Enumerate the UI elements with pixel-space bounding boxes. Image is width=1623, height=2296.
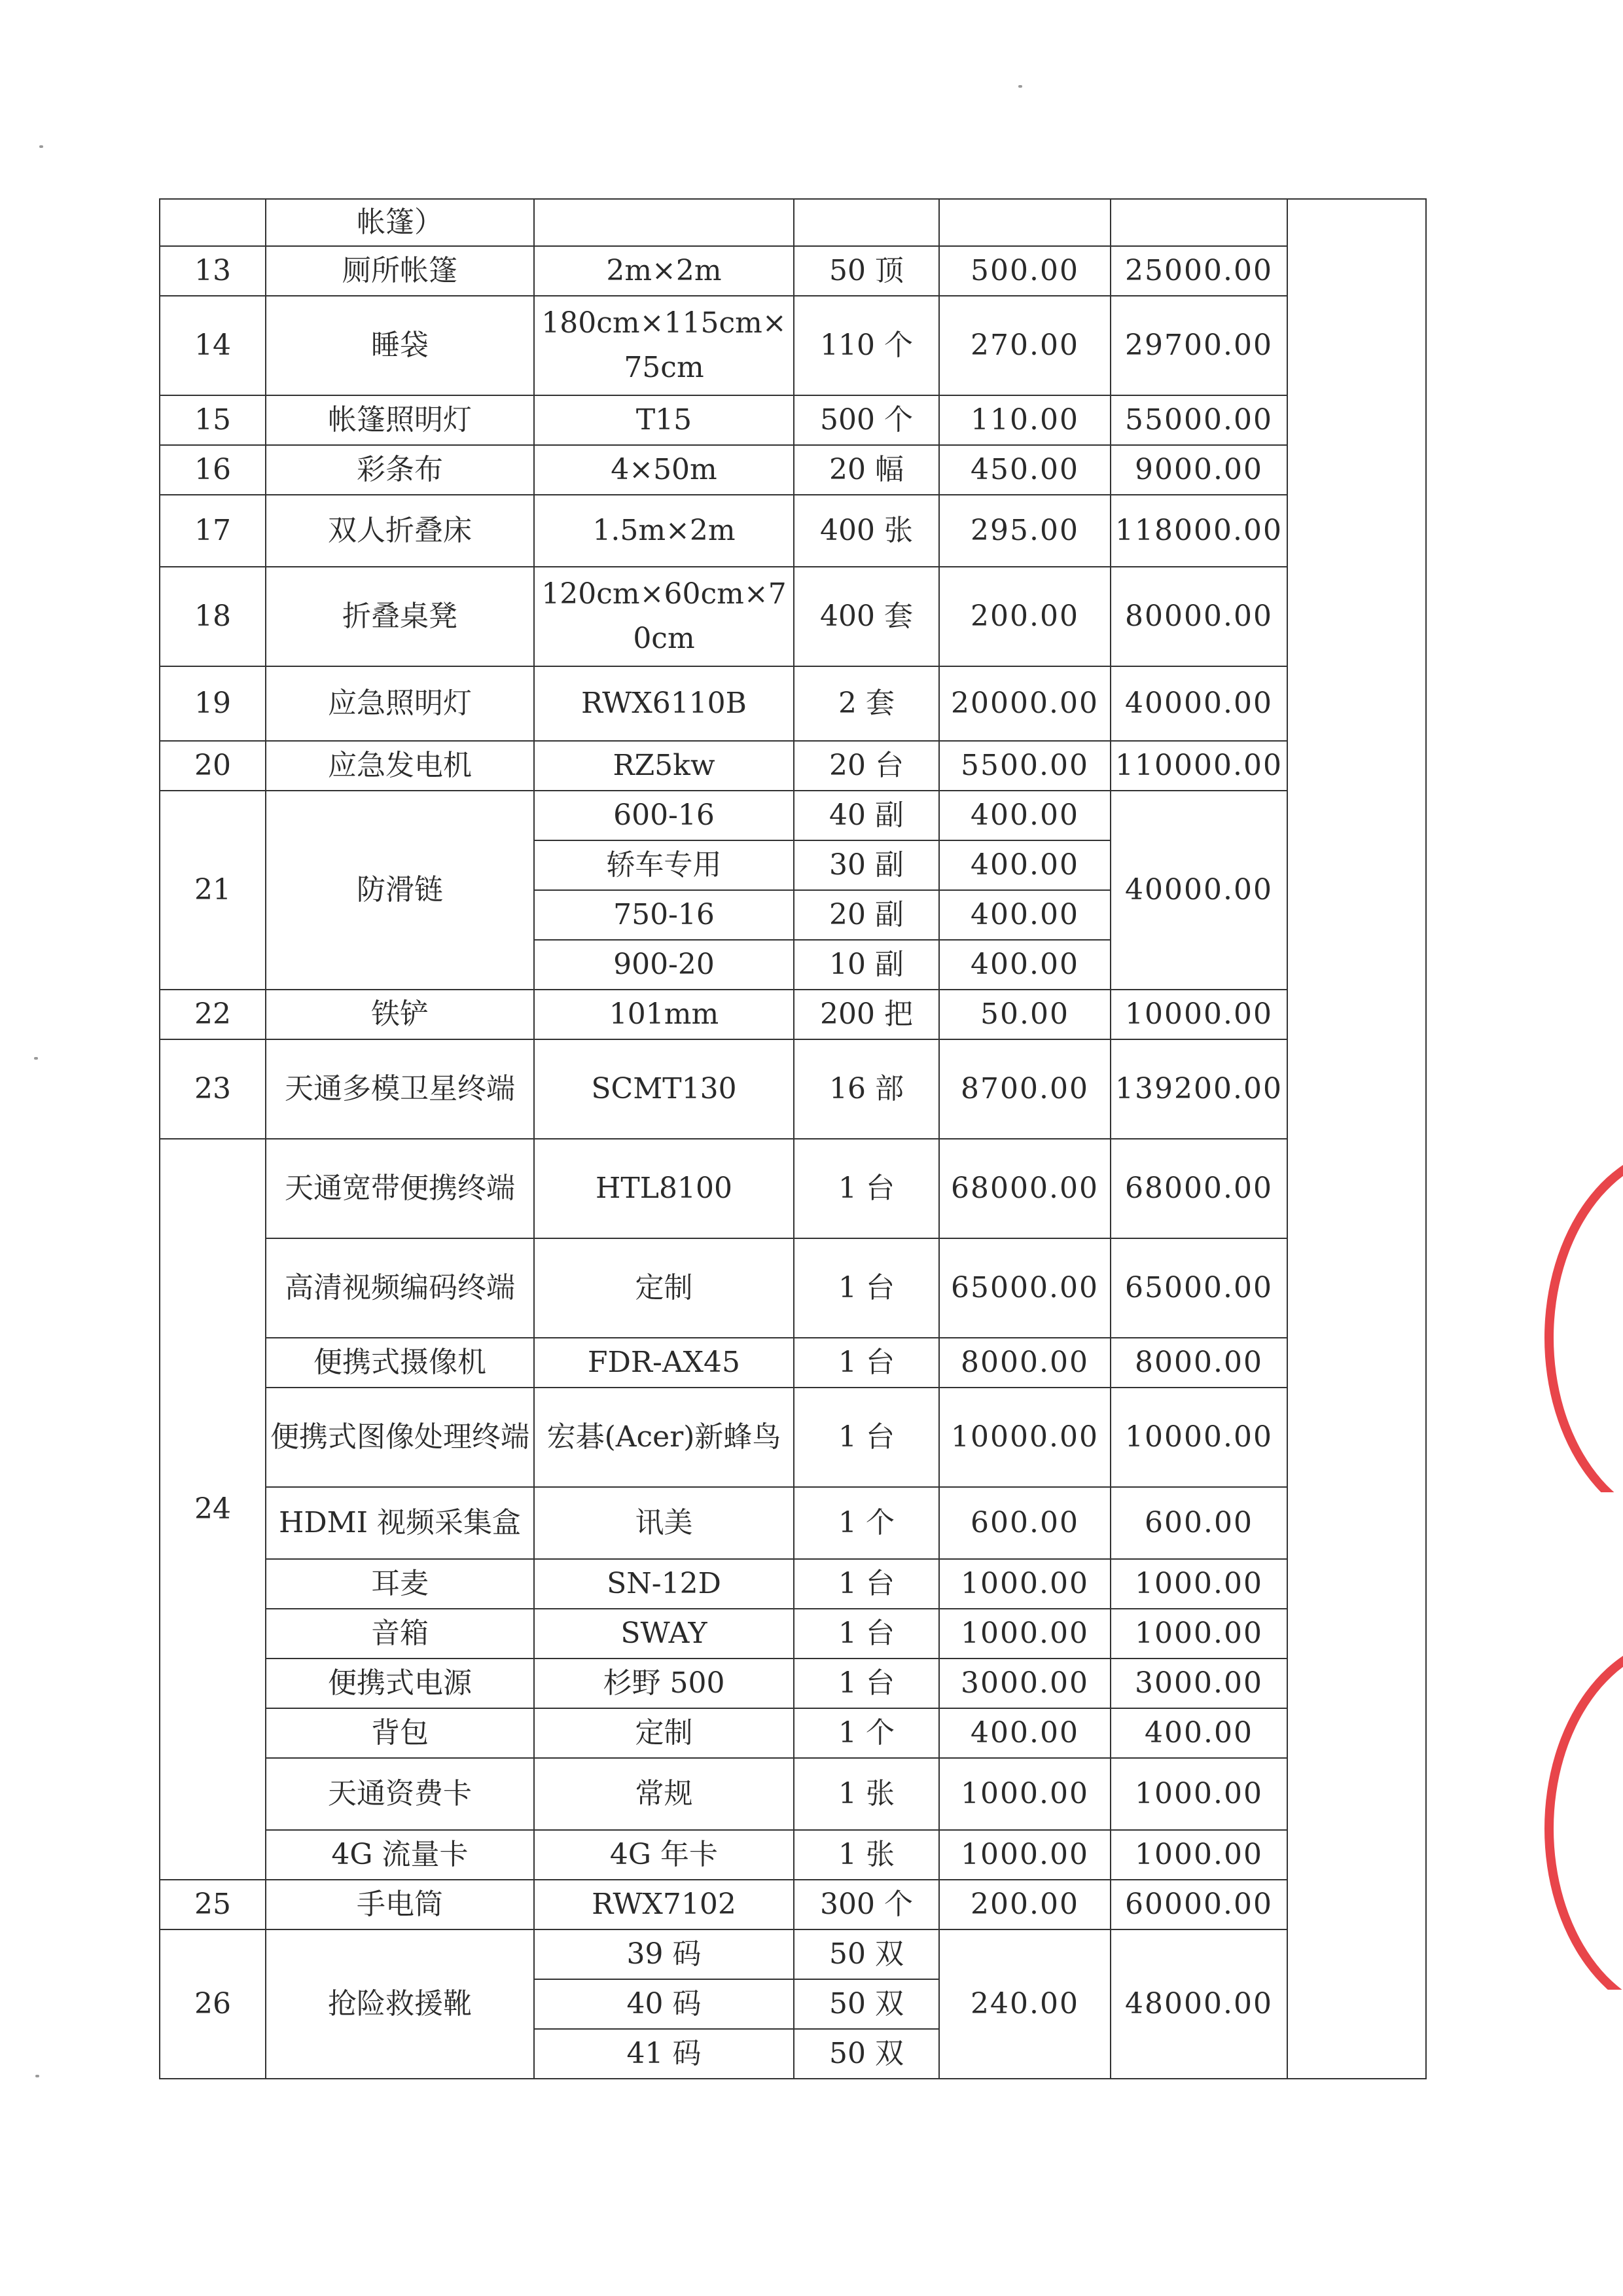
table-row bbox=[160, 1659, 1426, 1708]
item-total: 9000.00 bbox=[1111, 445, 1287, 495]
item-number: 14 bbox=[160, 296, 266, 395]
item-name: 高清视频编码终端 bbox=[266, 1238, 534, 1338]
item-name: 便携式摄像机 bbox=[266, 1338, 534, 1388]
item-number: 25 bbox=[160, 1880, 266, 1929]
item-spec: SCMT130 bbox=[534, 1039, 794, 1139]
item-spec: 2m×2m bbox=[534, 246, 794, 296]
scan-speck bbox=[34, 1057, 38, 1060]
item-name: 折叠桌凳 bbox=[266, 567, 534, 666]
item-name: 手电筒 bbox=[266, 1880, 534, 1929]
item-name: 音箱 bbox=[266, 1609, 534, 1659]
procurement-table bbox=[159, 198, 1427, 2079]
item-unit-price: 400.00 bbox=[939, 940, 1111, 990]
item-quantity: 1 台 bbox=[794, 1388, 939, 1487]
table-row bbox=[160, 567, 1426, 666]
item-unit-price: 1000.00 bbox=[939, 1758, 1111, 1830]
item-total: 40000.00 bbox=[1111, 666, 1287, 741]
item-number: 21 bbox=[160, 791, 266, 990]
table-row bbox=[160, 1139, 1426, 1238]
item-total: 48000.00 bbox=[1111, 1929, 1287, 2079]
item-spec: 900-20 bbox=[534, 940, 794, 990]
item-spec: 定制 bbox=[534, 1238, 794, 1338]
item-name: 耳麦 bbox=[266, 1559, 534, 1609]
item-spec: 常规 bbox=[534, 1758, 794, 1830]
item-name: HDMI 视频采集盒 bbox=[266, 1487, 534, 1559]
item-number: 16 bbox=[160, 445, 266, 495]
item-name: 防滑链 bbox=[266, 791, 534, 990]
item-spec: FDR-AX45 bbox=[534, 1338, 794, 1388]
item-number: 23 bbox=[160, 1039, 266, 1139]
item-unit-price: 295.00 bbox=[939, 495, 1111, 567]
item-quantity: 1 台 bbox=[794, 1659, 939, 1708]
item-spec: 101mm bbox=[534, 990, 794, 1039]
item-spec: 120cm×60cm×70cm bbox=[534, 567, 794, 666]
item-quantity: 16 部 bbox=[794, 1039, 939, 1139]
item-quantity: 20 台 bbox=[794, 741, 939, 791]
item-total: 1000.00 bbox=[1111, 1830, 1287, 1880]
item-number: 26 bbox=[160, 1929, 266, 2079]
table-row bbox=[160, 1559, 1426, 1609]
item-unit-price: 270.00 bbox=[939, 296, 1111, 395]
item-total: 3000.00 bbox=[1111, 1659, 1287, 1708]
item-total bbox=[1111, 199, 1287, 246]
table-row bbox=[160, 246, 1426, 296]
item-number: 17 bbox=[160, 495, 266, 567]
item-quantity: 1 台 bbox=[794, 1338, 939, 1388]
table-row bbox=[160, 791, 1426, 840]
item-spec: 40 码 bbox=[534, 1979, 794, 2029]
item-unit-price: 600.00 bbox=[939, 1487, 1111, 1559]
item-name: 帐篷） bbox=[266, 199, 534, 246]
item-name: 天通资费卡 bbox=[266, 1758, 534, 1830]
item-spec: T15 bbox=[534, 395, 794, 445]
item-name: 睡袋 bbox=[266, 296, 534, 395]
item-number: 15 bbox=[160, 395, 266, 445]
item-spec: 4×50m bbox=[534, 445, 794, 495]
scan-speck bbox=[39, 145, 43, 148]
item-name: 应急照明灯 bbox=[266, 666, 534, 741]
item-quantity bbox=[794, 199, 939, 246]
table-row bbox=[160, 199, 1426, 246]
item-name: 铁铲 bbox=[266, 990, 534, 1039]
table-row bbox=[160, 666, 1426, 741]
item-unit-price: 200.00 bbox=[939, 1880, 1111, 1929]
scan-speck bbox=[1018, 85, 1022, 88]
item-total: 68000.00 bbox=[1111, 1139, 1287, 1238]
table-row bbox=[160, 1388, 1426, 1487]
item-spec: RZ5kw bbox=[534, 741, 794, 791]
item-quantity: 50 顶 bbox=[794, 246, 939, 296]
item-unit-price: 240.00 bbox=[939, 1929, 1111, 2079]
remarks-cell bbox=[1287, 199, 1426, 2079]
item-quantity: 30 副 bbox=[794, 840, 939, 890]
item-quantity: 40 副 bbox=[794, 791, 939, 840]
item-number: 24 bbox=[160, 1139, 266, 1880]
item-total: 118000.00 bbox=[1111, 495, 1287, 567]
item-spec: 4G 年卡 bbox=[534, 1830, 794, 1880]
item-unit-price bbox=[939, 199, 1111, 246]
seal-ring bbox=[1544, 1636, 1623, 1990]
table-row bbox=[160, 1487, 1426, 1559]
item-unit-price: 450.00 bbox=[939, 445, 1111, 495]
item-name: 抢险救援靴 bbox=[266, 1929, 534, 2079]
item-total: 60000.00 bbox=[1111, 1880, 1287, 1929]
item-total: 65000.00 bbox=[1111, 1238, 1287, 1338]
item-total: 40000.00 bbox=[1111, 791, 1287, 990]
table-row bbox=[160, 1039, 1426, 1139]
item-quantity: 50 双 bbox=[794, 1929, 939, 1979]
item-quantity: 20 幅 bbox=[794, 445, 939, 495]
item-unit-price: 50.00 bbox=[939, 990, 1111, 1039]
table-row bbox=[160, 741, 1426, 791]
item-unit-price: 8700.00 bbox=[939, 1039, 1111, 1139]
table-row bbox=[160, 1830, 1426, 1880]
item-unit-price: 110.00 bbox=[939, 395, 1111, 445]
item-unit-price: 1000.00 bbox=[939, 1559, 1111, 1609]
item-total: 139200.00 bbox=[1111, 1039, 1287, 1139]
table-row bbox=[160, 1758, 1426, 1830]
item-total: 110000.00 bbox=[1111, 741, 1287, 791]
item-spec: 1.5m×2m bbox=[534, 495, 794, 567]
item-spec: SWAY bbox=[534, 1609, 794, 1659]
item-number: 19 bbox=[160, 666, 266, 741]
item-quantity: 1 台 bbox=[794, 1609, 939, 1659]
item-spec: 600-16 bbox=[534, 791, 794, 840]
item-total: 1000.00 bbox=[1111, 1609, 1287, 1659]
item-number: 13 bbox=[160, 246, 266, 296]
item-spec: RWX7102 bbox=[534, 1880, 794, 1929]
item-quantity: 1 个 bbox=[794, 1708, 939, 1758]
item-total: 1000.00 bbox=[1111, 1559, 1287, 1609]
table-row bbox=[160, 395, 1426, 445]
table-row bbox=[160, 495, 1426, 567]
item-name: 厕所帐篷 bbox=[266, 246, 534, 296]
item-unit-price: 500.00 bbox=[939, 246, 1111, 296]
item-name: 彩条布 bbox=[266, 445, 534, 495]
item-name: 天通多模卫星终端 bbox=[266, 1039, 534, 1139]
item-unit-price: 3000.00 bbox=[939, 1659, 1111, 1708]
item-total: 10000.00 bbox=[1111, 1388, 1287, 1487]
scan-speck bbox=[35, 2075, 39, 2077]
item-unit-price: 8000.00 bbox=[939, 1338, 1111, 1388]
item-quantity: 400 张 bbox=[794, 495, 939, 567]
red-seal-stamp-bottom bbox=[1525, 1636, 1623, 1990]
item-spec: 39 码 bbox=[534, 1929, 794, 1979]
item-quantity: 110 个 bbox=[794, 296, 939, 395]
table-row bbox=[160, 1238, 1426, 1338]
item-spec: 杉野 500 bbox=[534, 1659, 794, 1708]
item-spec: 180cm×115cm×75cm bbox=[534, 296, 794, 395]
table-row bbox=[160, 1338, 1426, 1388]
item-unit-price: 65000.00 bbox=[939, 1238, 1111, 1338]
item-unit-price: 1000.00 bbox=[939, 1609, 1111, 1659]
item-total: 600.00 bbox=[1111, 1487, 1287, 1559]
table-row bbox=[160, 990, 1426, 1039]
item-total: 8000.00 bbox=[1111, 1338, 1287, 1388]
item-name: 天通宽带便携终端 bbox=[266, 1139, 534, 1238]
item-unit-price: 68000.00 bbox=[939, 1139, 1111, 1238]
item-quantity: 1 台 bbox=[794, 1559, 939, 1609]
item-total: 80000.00 bbox=[1111, 567, 1287, 666]
table-row bbox=[160, 1929, 1426, 1979]
item-number: 18 bbox=[160, 567, 266, 666]
item-quantity: 400 套 bbox=[794, 567, 939, 666]
item-quantity: 10 副 bbox=[794, 940, 939, 990]
item-unit-price: 400.00 bbox=[939, 890, 1111, 940]
item-number bbox=[160, 199, 266, 246]
item-quantity: 1 张 bbox=[794, 1830, 939, 1880]
item-name: 便携式图像处理终端 bbox=[266, 1388, 534, 1487]
item-spec: 讯美 bbox=[534, 1487, 794, 1559]
table-row bbox=[160, 445, 1426, 495]
item-quantity: 500 个 bbox=[794, 395, 939, 445]
item-spec: 轿车专用 bbox=[534, 840, 794, 890]
item-unit-price: 20000.00 bbox=[939, 666, 1111, 741]
item-spec: HTL8100 bbox=[534, 1139, 794, 1238]
red-seal-stamp-top bbox=[1525, 1165, 1623, 1492]
table-row bbox=[160, 1880, 1426, 1929]
item-unit-price: 10000.00 bbox=[939, 1388, 1111, 1487]
item-spec: RWX6110B bbox=[534, 666, 794, 741]
item-name: 帐篷照明灯 bbox=[266, 395, 534, 445]
item-unit-price: 400.00 bbox=[939, 791, 1111, 840]
item-unit-price: 5500.00 bbox=[939, 741, 1111, 791]
item-spec: 定制 bbox=[534, 1708, 794, 1758]
item-quantity: 20 副 bbox=[794, 890, 939, 940]
item-total: 1000.00 bbox=[1111, 1758, 1287, 1830]
table-row bbox=[160, 1609, 1426, 1659]
item-number: 22 bbox=[160, 990, 266, 1039]
seal-ring bbox=[1544, 1165, 1623, 1492]
item-name: 4G 流量卡 bbox=[266, 1830, 534, 1880]
item-name: 应急发电机 bbox=[266, 741, 534, 791]
item-quantity: 1 个 bbox=[794, 1487, 939, 1559]
item-name: 背包 bbox=[266, 1708, 534, 1758]
item-total: 10000.00 bbox=[1111, 990, 1287, 1039]
item-quantity: 50 双 bbox=[794, 2029, 939, 2079]
item-quantity: 2 套 bbox=[794, 666, 939, 741]
item-quantity: 1 台 bbox=[794, 1238, 939, 1338]
item-quantity: 200 把 bbox=[794, 990, 939, 1039]
item-unit-price: 400.00 bbox=[939, 1708, 1111, 1758]
item-spec: SN-12D bbox=[534, 1559, 794, 1609]
item-unit-price: 1000.00 bbox=[939, 1830, 1111, 1880]
item-number: 20 bbox=[160, 741, 266, 791]
item-total: 55000.00 bbox=[1111, 395, 1287, 445]
item-spec: 750-16 bbox=[534, 890, 794, 940]
item-unit-price: 200.00 bbox=[939, 567, 1111, 666]
item-spec: 宏碁(Acer)新蜂鸟 bbox=[534, 1388, 794, 1487]
item-total: 29700.00 bbox=[1111, 296, 1287, 395]
item-quantity: 300 个 bbox=[794, 1880, 939, 1929]
item-spec: 41 码 bbox=[534, 2029, 794, 2079]
item-name: 便携式电源 bbox=[266, 1659, 534, 1708]
item-name: 双人折叠床 bbox=[266, 495, 534, 567]
item-total: 25000.00 bbox=[1111, 246, 1287, 296]
item-quantity: 50 双 bbox=[794, 1979, 939, 2029]
table-row bbox=[160, 1708, 1426, 1758]
item-unit-price: 400.00 bbox=[939, 840, 1111, 890]
item-spec bbox=[534, 199, 794, 246]
item-quantity: 1 台 bbox=[794, 1139, 939, 1238]
item-total: 400.00 bbox=[1111, 1708, 1287, 1758]
item-quantity: 1 张 bbox=[794, 1758, 939, 1830]
table-row bbox=[160, 296, 1426, 395]
